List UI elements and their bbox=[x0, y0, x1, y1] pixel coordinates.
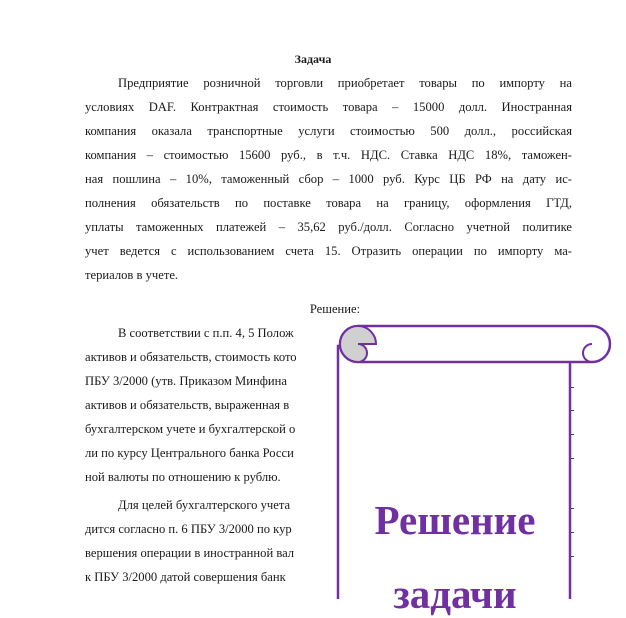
solution-line: В соответствии с п.п. 4, 5 Полож bbox=[118, 326, 294, 340]
scroll-title-line2: задачи bbox=[393, 571, 517, 617]
scroll-banner bbox=[330, 318, 626, 617]
problem-line: учет ведется с использованием счета 15. Отразить операции по импорту ма- bbox=[85, 244, 572, 258]
solution-line: активов и обязательств, стоимость кото bbox=[85, 350, 297, 364]
problem-line: ная пошлина – 10%, таможенный сбор – 1000 руб. Курс ЦБ РФ на дату ис- bbox=[85, 172, 572, 186]
problem-line: компания – стоимостью 15600 руб., в т.ч. НДС. Ставка НДС 18%, таможен- bbox=[85, 148, 572, 162]
problem-line: териалов в учете. bbox=[85, 268, 179, 282]
problem-line: уплаты таможенных платежей – 35,62 руб./долл. Согласно учетной политике bbox=[85, 220, 572, 234]
scroll-title-line1: Решение bbox=[374, 497, 536, 543]
problem-line: Предприятие розничной торговли приобретает товары по импорту на bbox=[118, 76, 572, 90]
solution-line: ной валюты по отношению к рублю. bbox=[85, 470, 281, 484]
solution-line: дится согласно п. 6 ПБУ 3/2000 по кур bbox=[85, 522, 292, 536]
solution-heading: Решение: bbox=[309, 302, 361, 316]
problem-line: компания оказала транспортные услуги стоимостью 500 долл., российская bbox=[85, 124, 572, 138]
solution-line: бухгалтерском учете и бухгалтерской о bbox=[85, 422, 296, 436]
problem-line: полнения обязательств по поставке товара на границу, оформления ГТД, bbox=[85, 196, 572, 210]
solution-line: вершения операции в иностранной вал bbox=[85, 546, 295, 560]
solution-line: ли по курсу Центрального банка Росси bbox=[85, 446, 294, 460]
page-title: Задача bbox=[294, 52, 332, 66]
scroll-shape-icon bbox=[330, 318, 626, 599]
solution-line: к ПБУ 3/2000 датой совершения банк bbox=[85, 570, 286, 584]
solution-line: активов и обязательств, выраженная в bbox=[85, 398, 290, 412]
solution-line: Для целей бухгалтерского учета bbox=[118, 498, 291, 512]
problem-line: условиях DAF. Контрактная стоимость товара – 15000 долл. Иностранная bbox=[85, 100, 572, 114]
solution-line: ПБУ 3/2000 (утв. Приказом Минфина bbox=[85, 374, 287, 388]
